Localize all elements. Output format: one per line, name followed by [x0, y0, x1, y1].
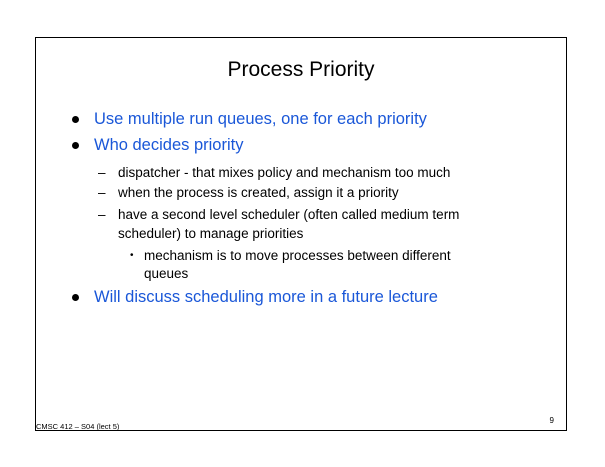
bullet-dot-icon — [72, 116, 79, 123]
subsub-bullet-text-line-2: queues — [144, 266, 189, 281]
dash-icon: – — [98, 165, 106, 180]
dash-icon: – — [98, 207, 106, 222]
subsub-bullet-text-line-1: mechanism is to move processes between different — [144, 248, 451, 263]
footer-course-label: CMSC 412 – S04 (lect 5) — [36, 422, 120, 431]
bullet-text: Will discuss scheduling more in a future lecture — [94, 288, 438, 306]
slide-title: Process Priority — [227, 58, 375, 81]
bullet-dot-icon — [72, 142, 79, 149]
sub-bullet-text: dispatcher - that mixes policy and mechanism too much — [118, 165, 451, 180]
slide-frame — [35, 37, 567, 431]
bullet-text: Use multiple run queues, one for each priority — [94, 110, 427, 128]
bullet-text: Who decides priority — [94, 136, 244, 154]
small-bullet-icon: • — [130, 250, 134, 261]
dash-icon: – — [98, 185, 106, 200]
sub-bullet-text-line-1: have a second level scheduler (often called medium term — [118, 207, 460, 222]
page-number: 9 — [549, 416, 554, 425]
sub-bullet-text: when the process is created, assign it a priority — [118, 185, 399, 200]
bullet-dot-icon — [72, 294, 79, 301]
sub-bullet-text-line-2: scheduler) to manage priorities — [118, 226, 304, 241]
